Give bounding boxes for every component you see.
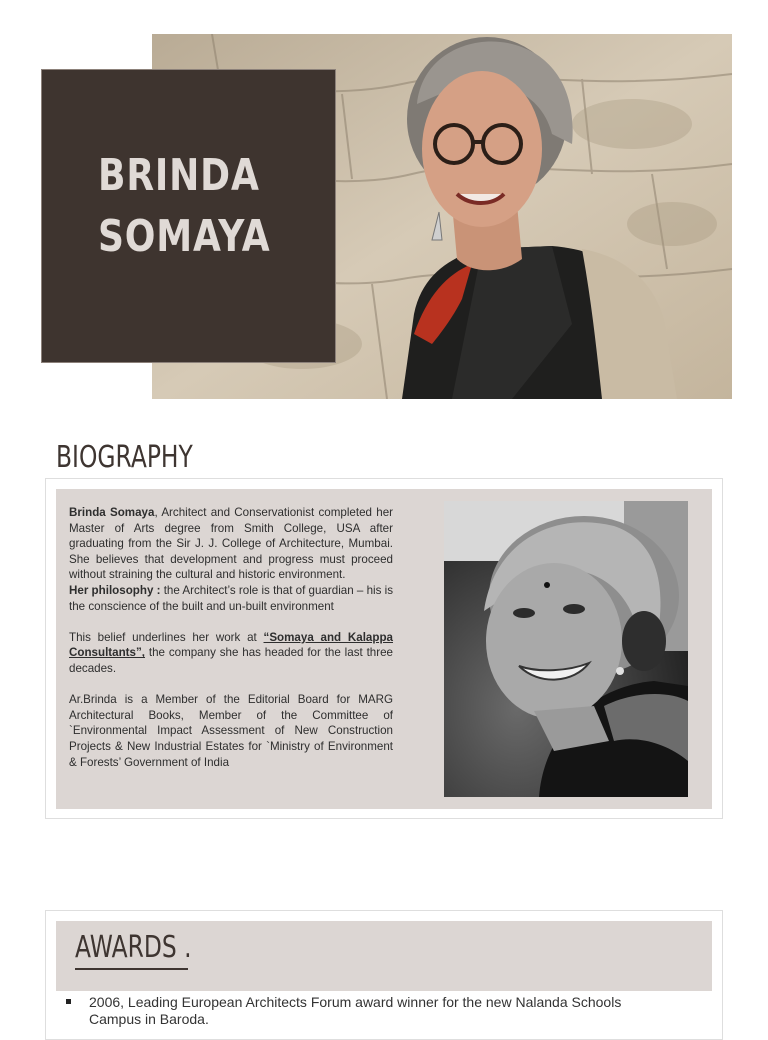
firm-name-link[interactable]: “Somaya and Kalappa Consultants”, <box>69 630 393 660</box>
bio-name: Brinda Somaya <box>69 506 155 519</box>
biography-portrait-photo <box>444 501 688 797</box>
biography-text <box>69 505 393 770</box>
award-item: 2006, Leading European Architects Forum award winner for the new Nalanda Schools Campus in Baroda. <box>66 994 666 1028</box>
awards-heading: AWARDS . <box>75 930 192 965</box>
firm-outro: the company she has headed for the last three decades. <box>69 646 393 675</box>
biography-paragraph-3 <box>69 630 393 677</box>
bio-intro-text: , Architect and Conservationist completed her Master of Arts degree from Smith College, USA after graduating from the Sir J. J. College of Architecture, Mumbai. She believes that development and progress must proceed without straining the cultural and historic environment. <box>69 506 394 582</box>
name-first: BRINDA <box>98 150 260 201</box>
philosophy-text: the Architect’s role is that of guardian – his is the conscience of the built and un-built environment <box>69 583 393 613</box>
biography-paragraph-2 <box>69 583 393 614</box>
biography-heading: BIOGRAPHY <box>56 440 193 475</box>
awards-list <box>66 994 666 1028</box>
awards-heading-underline <box>75 968 188 970</box>
title-box <box>41 69 336 363</box>
name-last: SOMAYA <box>98 211 271 262</box>
philosophy-label: Her philosophy : <box>69 583 161 597</box>
biography-paragraph-1 <box>69 505 393 583</box>
firm-intro: This belief underlines her work at <box>69 630 264 644</box>
biography-paragraph-4: Ar.Brinda is a Member of the Editorial Board for MARG Architectural Books, Member of the Committee of `Environmental Impact Assessment of New Construction Projects & New Industrial Estates for `Ministry of Environment & Forests’ Government of India <box>69 693 393 769</box>
